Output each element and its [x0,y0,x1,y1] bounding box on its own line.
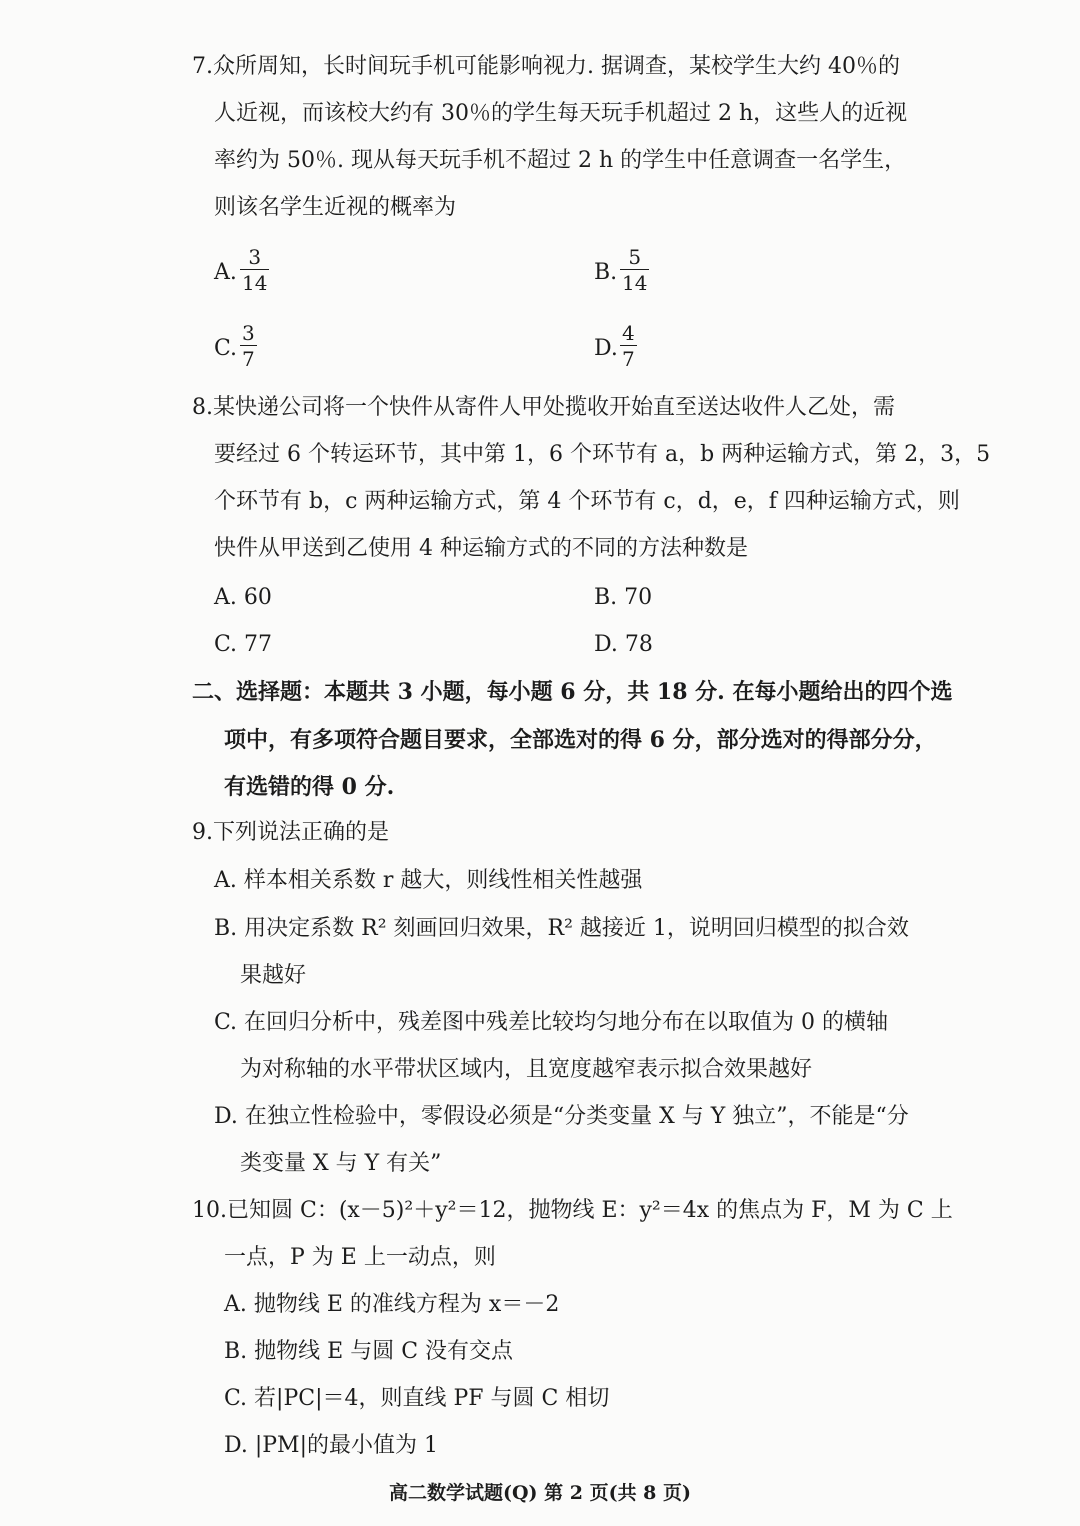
q9-stem: 9.下列说法正确的是 [192,820,389,845]
q8-option-d: D. 78 [594,632,653,657]
q8-stem-line-3: 个环节有 b，c 两种运输方式，第 4 个环节有 c，d，e，f 四种运输方式，则 [214,489,960,514]
q9-option-a: A. 样本相关系数 r 越大，则线性相关性越强 [214,868,643,893]
q9-option-c-line-2: 为对称轴的水平带状区域内，且宽度越窄表示拟合效果越好 [240,1057,813,1082]
q9-option-b-line-1: B. 用决定系数 R² 刻画回归效果，R² 越接近 1，说明回归模型的拟合效 [214,916,909,941]
q7-option-c-numerator: 3 [242,321,255,345]
q7-stem-line-3: 率约为 50％. 现从每天玩手机不超过 2 h 的学生中任意调查一名学生， [214,148,907,173]
q7-option-b-numerator: 5 [628,245,642,269]
q7-option-c-label: C. [214,336,238,361]
q7-option-b-fraction [620,246,649,294]
q10-option-b: B. 抛物线 E 与圆 C 没有交点 [224,1339,514,1364]
q7-option-d-numerator: 4 [622,321,635,345]
q8-stem-line-2: 要经过 6 个转运环节，其中第 1，6 个环节有 a，b 两种运输方式，第 2，3，5 [214,442,991,467]
q9-option-d-line-1: D. 在独立性检验中，零假设必须是“分类变量 X 与 Y 独立”，不能是“分 [214,1104,909,1129]
fraction-bar [240,269,269,270]
q10-option-a: A. 抛物线 E 的准线方程为 x＝－2 [224,1292,560,1317]
q10-option-d: D. |PM|的最小值为 1 [224,1433,438,1458]
q7-option-b-denominator: 14 [622,271,648,295]
section2-heading-line-3: 有选错的得 0 分. [224,774,395,800]
q7-option-d-label: D. [594,336,618,361]
q8-stem-line-1: 8.某快递公司将一个快件从寄件人甲处揽收开始直至送达收件人乙处，需 [192,395,895,420]
q7-option-a-numerator: 3 [248,245,262,269]
section2-heading-line-1: 二、选择题：本题共 3 小题，每小题 6 分，共 18 分. 在每小题给出的四个选 [192,679,953,705]
q10-stem-line-2: 一点，P 为 E 上一动点，则 [224,1245,496,1270]
q8-option-c: C. 77 [214,632,273,657]
page-footer: 高二数学试题(Q) 第 2 页(共 8 页) [388,1482,692,1504]
q7-stem-line-4: 则该名学生近视的概率为 [214,195,457,220]
q7-option-d-denominator: 7 [622,347,635,371]
q8-option-a: A. 60 [214,585,272,610]
q10-option-c: C. 若|PC|＝4，则直线 PF 与圆 C 相切 [224,1386,610,1411]
q7-option-d-fraction [620,322,637,370]
q7-option-a-denominator: 14 [242,271,268,295]
q7-option-c-denominator: 7 [242,347,255,371]
q9-option-c-line-1: C. 在回归分析中，残差图中残差比较均匀地分布在以取值为 0 的横轴 [214,1010,889,1035]
section2-heading-line-2: 项中，有多项符合题目要求，全部选对的得 6 分，部分选对的得部分分， [224,727,937,753]
q7-option-b-label: B. [594,260,618,285]
q9-option-d-line-2: 类变量 X 与 Y 有关” [240,1151,442,1176]
q10-stem-line-1: 10.已知圆 C：(x－5)²＋y²＝12，抛物线 E：y²＝4x 的焦点为 F，M 为 C 上 [192,1198,953,1223]
q9-option-b-line-2: 果越好 [240,963,307,988]
fraction-bar [620,269,649,270]
fraction-bar [240,345,257,346]
q7-option-a-label: A. [214,260,237,285]
fraction-bar [620,345,637,346]
q7-stem-line-2: 人近视，而该校大约有 30％的学生每天玩手机超过 2 h，这些人的近视 [214,101,908,126]
q7-stem-line-1: 7.众所周知，长时间玩手机可能影响视力. 据调查，某校学生大约 40％的 [192,54,900,79]
q8-stem-line-4: 快件从甲送到乙使用 4 种运输方式的不同的方法种数是 [214,536,748,561]
q8-option-b: B. 70 [594,585,653,610]
q7-option-c-fraction [240,322,257,370]
q7-option-a-fraction [240,246,269,294]
